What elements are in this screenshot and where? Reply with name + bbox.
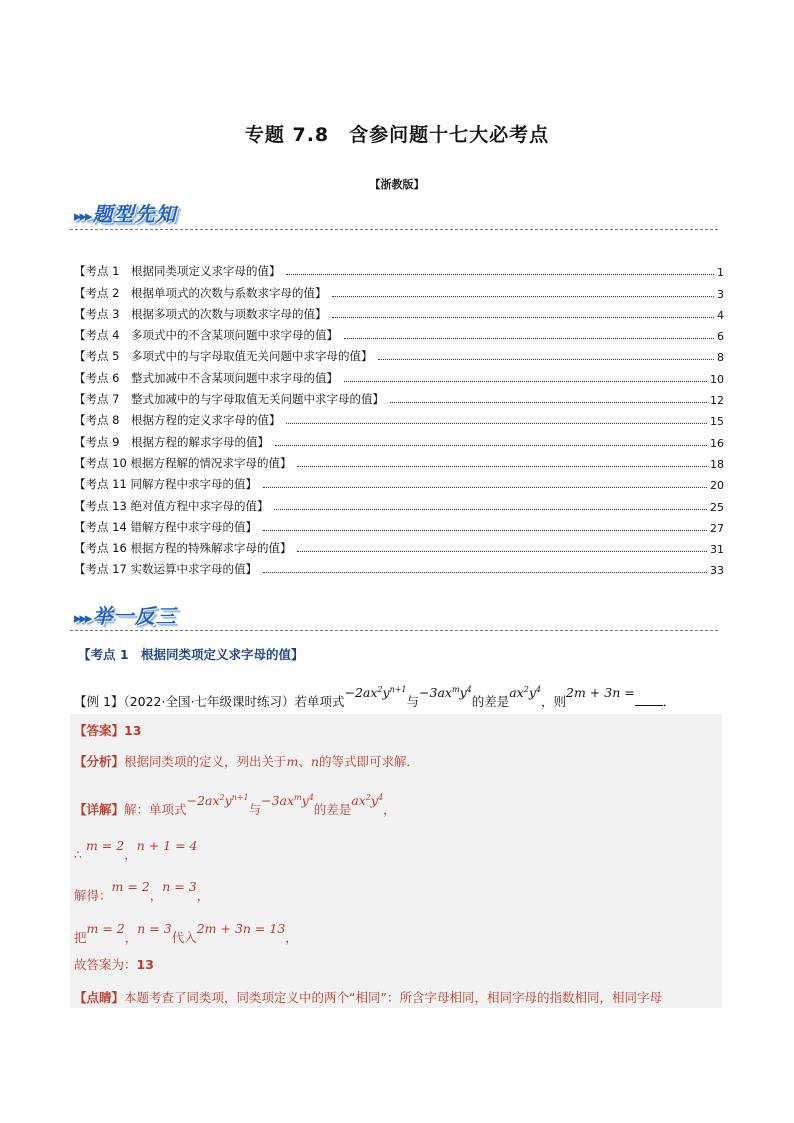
dashed-divider: [70, 229, 718, 230]
toc-entry[interactable]: [74, 301, 724, 322]
answer-tag: 【答案】: [74, 723, 125, 738]
toc-entry-label: 【考点 9 根据方程的解求字母的值】: [74, 434, 269, 449]
answer-value: 13: [124, 723, 142, 738]
toc-entry-label: 【考点 17 实数运算中求字母的值】: [74, 562, 257, 577]
toc-entry-page: 31: [710, 543, 724, 557]
example-text-3: 的差是: [471, 694, 510, 709]
toc-entry-page: 6: [717, 330, 724, 344]
example-source: （2022·全国·七年级课时练习）: [123, 694, 295, 709]
detail-comma: ，: [124, 930, 138, 945]
example-text-1: 若单项式: [294, 694, 345, 709]
substitute-prefix: 把: [74, 930, 87, 945]
solution-m: m = 2: [111, 879, 150, 894]
solve-label: 解得：: [74, 888, 112, 903]
detail-text-1d: ，: [383, 802, 396, 817]
example-term-3: $ax^2y^4$: [509, 684, 541, 700]
analysis-tag: 【分析】: [74, 754, 125, 769]
toc-entry-label: 【考点 10 根据方程解的情况求字母的值】: [74, 455, 292, 470]
section-heading: 【考点 1 根据同类项定义求字母的值】: [78, 647, 304, 662]
toc-entry-label: 【考点 8 根据方程的定义求字母的值】: [74, 413, 281, 428]
detail-line-1: [74, 792, 396, 818]
toc-leader-dots: [263, 530, 707, 531]
toc-leader-dots: [274, 509, 707, 510]
toc-entry-label: 【考点 16 根据方程的特殊解求字母的值】: [74, 541, 292, 556]
toc-entry-label: 【考点 7 整式加减中的与字母取值无关问题中求字母的值】: [74, 392, 384, 407]
detail-line-5: [74, 955, 154, 973]
example-question: [74, 684, 676, 710]
toc-entry-page: 18: [710, 457, 724, 471]
final-answer-value: 13: [136, 957, 154, 972]
toc-entry-label: 【考点 1 根据同类项定义求字母的值】: [74, 264, 281, 279]
toc-leader-dots: [332, 317, 714, 318]
toc-entry[interactable]: [74, 556, 724, 577]
analysis-var-n: n: [310, 754, 319, 769]
toc-leader-dots: [286, 274, 714, 275]
detail-comma: ，: [149, 888, 163, 903]
comment-text: 本题考查了同类项，同类项定义中的两个“相同”：所含字母相同，相同字母的指数相同，相同字母: [124, 990, 662, 1005]
toc-entry[interactable]: [74, 450, 724, 471]
example-end: ．: [662, 694, 676, 709]
toc-leader-dots: [275, 445, 707, 446]
banner-practice-text: 举一反三: [92, 604, 177, 628]
document-title: 专题 7.8 含参问题十七大必考点: [244, 124, 550, 146]
toc-leader-dots: [297, 551, 707, 552]
detail-line-3: [74, 879, 210, 904]
toc-leader-dots: [332, 296, 714, 297]
banner-overview: [74, 198, 177, 227]
toc-entry[interactable]: [74, 279, 724, 300]
analysis-var-m: m: [286, 754, 299, 769]
toc-entry[interactable]: [74, 258, 724, 279]
toc-leader-dots: [286, 423, 707, 424]
detail-text-1c: 的差是: [313, 802, 352, 817]
banner-arrows-icon: ▸▸▸: [74, 207, 91, 225]
banner-arrows-icon: ▸▸▸: [74, 609, 91, 627]
answer-blank: [635, 695, 663, 706]
toc-leader-dots: [263, 572, 707, 573]
detail-end: ，: [285, 930, 298, 945]
toc-entry-page: 25: [710, 500, 724, 514]
detail-line-4: [74, 921, 298, 946]
example-term-1: $-2ax^2y^{n+1}$: [344, 684, 407, 700]
analysis-line: [74, 752, 419, 770]
toc-entry-page: 3: [717, 287, 724, 301]
analysis-text-b: 的等式即可求解．: [318, 754, 419, 769]
comment-tag: 【点睛】: [74, 990, 125, 1005]
toc-entry[interactable]: [74, 343, 724, 364]
example-tag: 【例 1】: [74, 694, 124, 709]
sub-result: 2m + 3n = 13: [196, 921, 286, 936]
detail-term-2: $-3ax^my^4$: [261, 792, 314, 808]
toc-entry-label: 【考点 14 错解方程中求字母的值】: [74, 519, 257, 534]
toc-entry[interactable]: [74, 471, 724, 492]
detail-eq-n: n + 1 = 4: [136, 838, 198, 853]
toc-leader-dots: [297, 466, 707, 467]
sub-n: n = 3: [137, 921, 172, 936]
toc-leader-dots: [390, 402, 707, 403]
banner-overview-text: 题型先知: [92, 202, 177, 226]
detail-text-1a: 解：单项式: [124, 802, 187, 817]
toc-entry[interactable]: [74, 514, 724, 535]
toc-entry-label: 【考点 5 多项式中的与字母取值无关问题中求字母的值】: [74, 349, 373, 364]
edition-label: 【浙教版】: [369, 178, 425, 191]
therefore-symbol: ∴: [74, 847, 82, 862]
toc-entry-page: 16: [710, 436, 724, 450]
detail-tag: 【详解】: [74, 802, 125, 817]
toc-entry-label: 【考点 4 多项式中的不含某项问题中求字母的值】: [74, 328, 338, 343]
toc-entry[interactable]: [74, 322, 724, 343]
example-term-2: $-3ax^my^4$: [419, 684, 472, 700]
toc-entry-page: 15: [710, 415, 724, 429]
toc-entry[interactable]: [74, 364, 724, 385]
sub-m: m = 2: [86, 921, 125, 936]
example-expression: 2m + 3n =: [566, 685, 635, 700]
toc-entry-page: 4: [717, 308, 724, 322]
example-text-4: ，则: [541, 694, 567, 709]
analysis-text-a: 根据同类项的定义，列出关于: [124, 754, 287, 769]
detail-eq-m: m = 2: [85, 838, 125, 853]
detail-term-3: $ax^2y^4$: [351, 792, 384, 808]
toc-entry[interactable]: [74, 407, 724, 428]
toc-entry-label: 【考点 6 整式加减中不含某项问题中求字母的值】: [74, 370, 338, 385]
detail-line-2: [74, 838, 198, 863]
toc-entry-page: 27: [710, 521, 724, 535]
final-answer-label: 故答案为：: [74, 957, 137, 972]
solution-n: n = 3: [162, 879, 197, 894]
dashed-divider: [70, 630, 718, 631]
example-text-2: 与: [406, 694, 420, 709]
toc-entry-page: 20: [710, 479, 724, 493]
toc-entry-page: 8: [717, 351, 724, 365]
toc-entry-page: 10: [710, 372, 724, 386]
toc-entry-page: 1: [717, 266, 724, 280]
detail-end: ，: [196, 888, 210, 903]
detail-text-1b: 与: [248, 802, 262, 817]
toc-leader-dots: [344, 381, 707, 382]
table-of-contents: [74, 258, 724, 577]
toc-entry-label: 【考点 11 同解方程中求字母的值】: [74, 477, 257, 492]
toc-entry-label: 【考点 3 根据多项式的次数与项数求字母的值】: [74, 306, 327, 321]
toc-entry-page: 12: [710, 394, 724, 408]
toc-entry-label: 【考点 13 绝对值方程中求字母的值】: [74, 498, 269, 513]
toc-entry[interactable]: [74, 428, 724, 449]
toc-entry-page: 33: [710, 564, 724, 578]
toc-entry[interactable]: [74, 386, 724, 407]
detail-term-1: $-2ax^2y^{n+1}$: [186, 792, 249, 808]
toc-leader-dots: [263, 487, 707, 488]
substitute-into: 代入: [171, 930, 197, 945]
analysis-sep: 、: [298, 754, 311, 769]
toc-leader-dots: [344, 338, 714, 339]
toc-leader-dots: [378, 359, 714, 360]
answer-line: [74, 721, 141, 739]
detail-comma: ，: [124, 847, 137, 862]
toc-entry-label: 【考点 2 根据单项式的次数与系数求字母的值】: [74, 285, 327, 300]
comment-line: [74, 988, 662, 1006]
toc-entry[interactable]: [74, 535, 724, 556]
banner-practice: [74, 600, 177, 629]
toc-entry[interactable]: [74, 492, 724, 513]
